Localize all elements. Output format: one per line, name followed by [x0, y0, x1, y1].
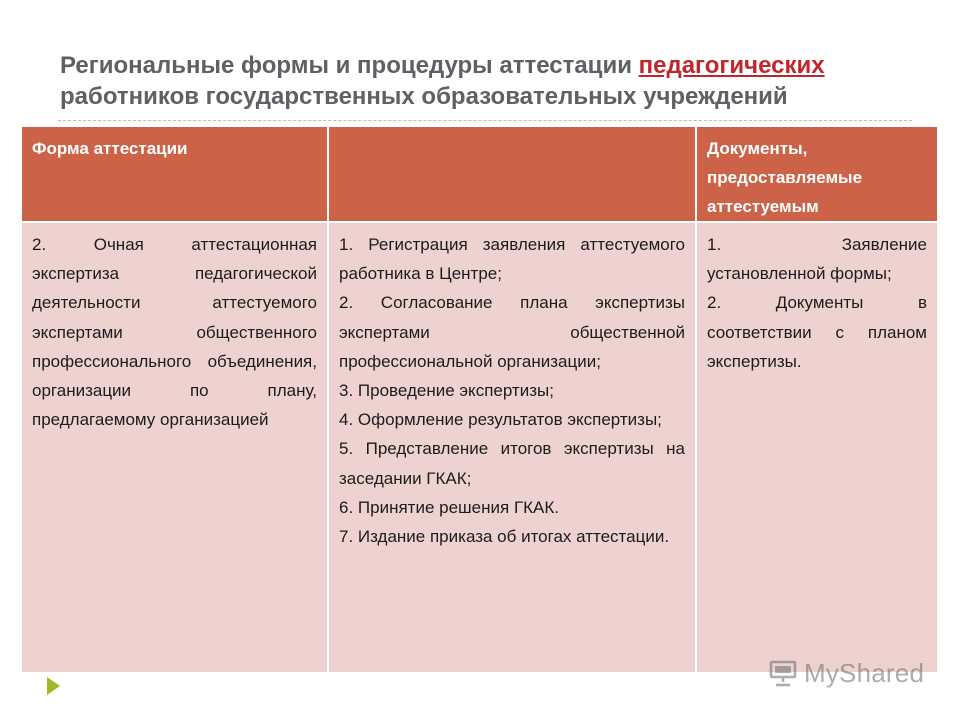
presentation-icon	[768, 658, 798, 688]
attestation-table	[22, 127, 937, 672]
cell-procedure	[328, 222, 696, 672]
page-title	[60, 50, 920, 112]
procedure-step-1: 1. Регистрация заявления аттестуемого работника в Центре;	[339, 235, 685, 284]
form-text: 2. Очная аттестационная экспертиза педагогической деятельности аттестуемого экспертами общественного профессионального объединения, организации по плану, предлагаемому организацией	[32, 235, 317, 430]
document-item-1: 1. Заявление установленной формы;	[707, 235, 927, 284]
procedure-step-2: 2. Согласование плана экспертизы экспертами общественной профессиональной организации;	[339, 293, 685, 371]
procedure-step-3: 3. Проведение экспертизы;	[339, 381, 554, 401]
document-item-2: 2. Документы в соответствии с планом экспертизы.	[707, 293, 927, 371]
procedure-step-7: 7. Издание приказа об итогах аттестации.	[339, 527, 670, 547]
procedure-step-6: 6. Принятие решения ГКАК.	[339, 497, 560, 517]
procedure-step-4: 4. Оформление результатов экспертизы;	[339, 410, 662, 430]
cell-form	[22, 222, 328, 672]
table-row	[22, 222, 937, 672]
title-part-2: работников государственных образовательных учреждений	[60, 83, 788, 110]
header-form: Форма аттестации	[22, 127, 328, 222]
cell-documents	[696, 222, 937, 672]
header-procedure	[328, 127, 696, 222]
procedure-step-5: 5. Представление итогов экспертизы на заседании ГКАК;	[339, 439, 685, 488]
next-slide-arrow-icon[interactable]	[47, 677, 60, 695]
title-highlight-link[interactable]: педагогических	[638, 52, 825, 79]
title-divider	[58, 120, 912, 121]
table-header-row	[22, 127, 937, 222]
watermark-text: MyShared	[804, 657, 925, 688]
watermark	[768, 656, 924, 690]
header-documents: Документы, предоставляемые аттестуемым	[696, 127, 937, 222]
title-part-1: Региональные формы и процедуры аттестации	[60, 52, 639, 79]
